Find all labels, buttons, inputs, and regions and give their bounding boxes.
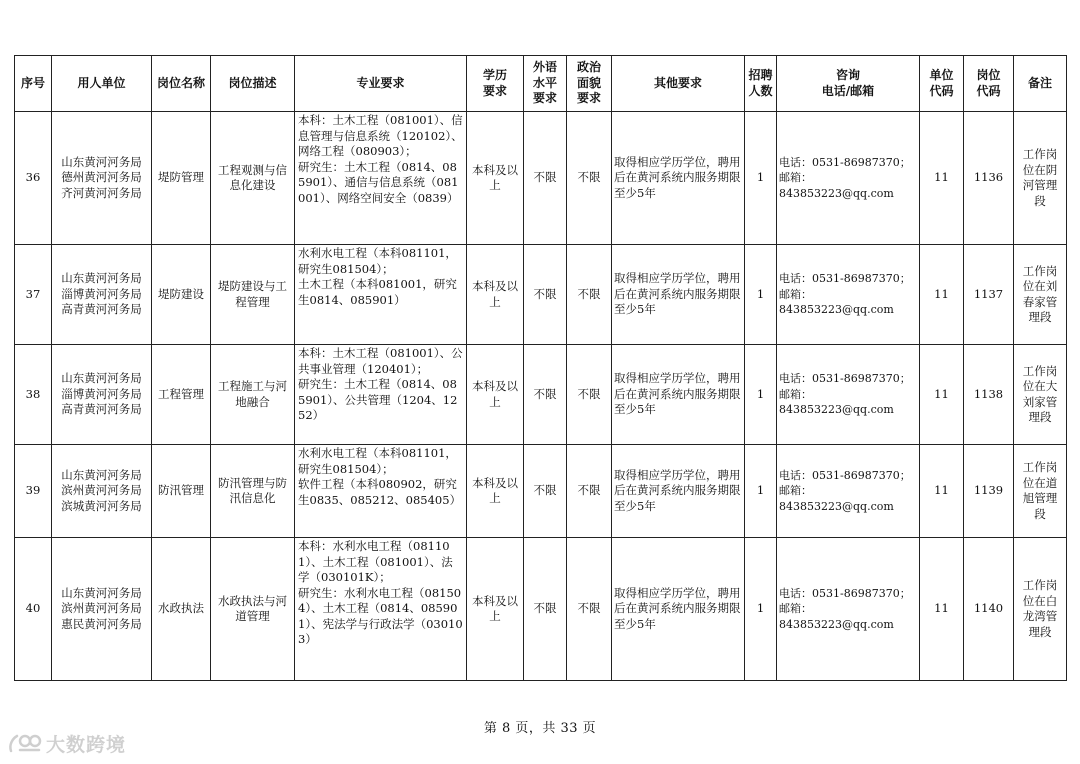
header-post-name: 岗位名称 bbox=[152, 56, 211, 112]
cell-post-desc: 堤防建设与工程管理 bbox=[211, 245, 295, 345]
cell-post-desc: 工程施工与河地融合 bbox=[211, 345, 295, 445]
cell-lang: 不限 bbox=[524, 112, 567, 245]
cell-post-desc: 工程观测与信息化建设 bbox=[211, 112, 295, 245]
cell-post-code: 1136 bbox=[964, 112, 1014, 245]
page-number: 第 8 页，共 33 页 bbox=[483, 721, 597, 736]
cell-post-name: 工程管理 bbox=[152, 345, 211, 445]
header-contact: 咨询 电话/邮箱 bbox=[777, 56, 920, 112]
header-remark: 备注 bbox=[1014, 56, 1067, 112]
cell-politics: 不限 bbox=[567, 245, 612, 345]
cell-post-code: 1137 bbox=[964, 245, 1014, 345]
cell-other: 取得相应学历学位，聘用后在黄河系统内服务期限至少5年 bbox=[612, 345, 745, 445]
cell-post-code: 1139 bbox=[964, 445, 1014, 538]
cell-edu: 本科及以上 bbox=[467, 345, 524, 445]
cell-count: 1 bbox=[745, 245, 777, 345]
cell-unit-code: 11 bbox=[920, 538, 964, 681]
table-header-row bbox=[15, 56, 1067, 112]
cell-contact: 电话：0531-86987370； 邮箱： 843853223@qq.com bbox=[777, 538, 920, 681]
header-post-code: 岗位 代码 bbox=[964, 56, 1014, 112]
header-edu: 学历 要求 bbox=[467, 56, 524, 112]
cell-count: 1 bbox=[745, 445, 777, 538]
watermark bbox=[8, 730, 126, 756]
cell-post-desc: 防汛管理与防汛信息化 bbox=[211, 445, 295, 538]
header-count: 招聘 人数 bbox=[745, 56, 777, 112]
cell-post-code: 1140 bbox=[964, 538, 1014, 681]
header-post-desc: 岗位描述 bbox=[211, 56, 295, 112]
cell-major: 本科：土木工程（081001）、公共事业管理（120401）； 研究生：土木工程（0814、085901）、公共管理（1204、1252） bbox=[295, 345, 467, 445]
cell-remark: 工作岗位在白龙湾管理段 bbox=[1014, 538, 1067, 681]
cell-other: 取得相应学历学位，聘用后在黄河系统内服务期限至少5年 bbox=[612, 112, 745, 245]
cell-contact: 电话：0531-86987370； 邮箱： 843853223@qq.com bbox=[777, 245, 920, 345]
header-seq: 序号 bbox=[15, 56, 52, 112]
cell-post-code: 1138 bbox=[964, 345, 1014, 445]
watermark-logo-icon bbox=[8, 731, 42, 755]
cell-remark: 工作岗位在道旭管理段 bbox=[1014, 445, 1067, 538]
cell-remark: 工作岗位在大刘家管理段 bbox=[1014, 345, 1067, 445]
table-row bbox=[15, 345, 1067, 445]
cell-unit: 山东黄河河务局 德州黄河河务局 齐河黄河河务局 bbox=[52, 112, 152, 245]
cell-seq: 39 bbox=[15, 445, 52, 538]
cell-edu: 本科及以上 bbox=[467, 245, 524, 345]
cell-unit: 山东黄河河务局 滨州黄河河务局 惠民黄河河务局 bbox=[52, 538, 152, 681]
cell-post-desc: 水政执法与河道管理 bbox=[211, 538, 295, 681]
header-major: 专业要求 bbox=[295, 56, 467, 112]
cell-unit-code: 11 bbox=[920, 112, 964, 245]
cell-edu: 本科及以上 bbox=[467, 538, 524, 681]
cell-contact: 电话：0531-86987370； 邮箱： 843853223@qq.com bbox=[777, 345, 920, 445]
cell-count: 1 bbox=[745, 538, 777, 681]
table-row bbox=[15, 538, 1067, 681]
cell-other: 取得相应学历学位，聘用后在黄河系统内服务期限至少5年 bbox=[612, 445, 745, 538]
cell-post-name: 防汛管理 bbox=[152, 445, 211, 538]
cell-count: 1 bbox=[745, 345, 777, 445]
cell-lang: 不限 bbox=[524, 245, 567, 345]
cell-politics: 不限 bbox=[567, 112, 612, 245]
cell-unit-code: 11 bbox=[920, 445, 964, 538]
recruitment-table bbox=[14, 55, 1067, 681]
header-lang: 外语 水平 要求 bbox=[524, 56, 567, 112]
header-unit-code: 单位 代码 bbox=[920, 56, 964, 112]
cell-edu: 本科及以上 bbox=[467, 445, 524, 538]
cell-other: 取得相应学历学位，聘用后在黄河系统内服务期限至少5年 bbox=[612, 245, 745, 345]
cell-seq: 36 bbox=[15, 112, 52, 245]
cell-remark: 工作岗位在刘春家管理段 bbox=[1014, 245, 1067, 345]
cell-politics: 不限 bbox=[567, 345, 612, 445]
header-other: 其他要求 bbox=[612, 56, 745, 112]
cell-seq: 38 bbox=[15, 345, 52, 445]
cell-remark: 工作岗位在阴河管理段 bbox=[1014, 112, 1067, 245]
cell-contact: 电话：0531-86987370； 邮箱： 843853223@qq.com bbox=[777, 112, 920, 245]
cell-major: 水利水电工程（本科081101，研究生081504）； 软件工程（本科080902，研究生0835、085212、085405） bbox=[295, 445, 467, 538]
cell-lang: 不限 bbox=[524, 445, 567, 538]
table-row bbox=[15, 245, 1067, 345]
cell-count: 1 bbox=[745, 112, 777, 245]
cell-major: 本科：土木工程（081001）、信息管理与信息系统（120102）、网络工程（080903）； 研究生：土木工程（0814、085901）、通信与信息系统（081001）、网络空间安全（0839） bbox=[295, 112, 467, 245]
cell-politics: 不限 bbox=[567, 538, 612, 681]
cell-seq: 40 bbox=[15, 538, 52, 681]
cell-other: 取得相应学历学位，聘用后在黄河系统内服务期限至少5年 bbox=[612, 538, 745, 681]
watermark-text: 大数跨境 bbox=[46, 733, 127, 756]
cell-lang: 不限 bbox=[524, 345, 567, 445]
table-row bbox=[15, 112, 1067, 245]
cell-unit-code: 11 bbox=[920, 245, 964, 345]
table-row bbox=[15, 445, 1067, 538]
header-politics: 政治 面貌 要求 bbox=[567, 56, 612, 112]
cell-post-name: 堤防建设 bbox=[152, 245, 211, 345]
cell-major: 水利水电工程（本科081101，研究生081504）； 土木工程（本科081001，研究生0814、085901） bbox=[295, 245, 467, 345]
cell-seq: 37 bbox=[15, 245, 52, 345]
cell-contact: 电话：0531-86987370； 邮箱： 843853223@qq.com bbox=[777, 445, 920, 538]
cell-major: 本科：水利水电工程（081101）、土木工程（081001）、法学（030101K）； 研究生：水利水电工程（081504）、土木工程（0814、085901）、宪法学与行政法学（030103） bbox=[295, 538, 467, 681]
cell-unit-code: 11 bbox=[920, 345, 964, 445]
cell-politics: 不限 bbox=[567, 445, 612, 538]
header-unit: 用人单位 bbox=[52, 56, 152, 112]
cell-unit: 山东黄河河务局 淄博黄河河务局 高青黄河河务局 bbox=[52, 345, 152, 445]
cell-post-name: 水政执法 bbox=[152, 538, 211, 681]
cell-post-name: 堤防管理 bbox=[152, 112, 211, 245]
cell-edu: 本科及以上 bbox=[467, 112, 524, 245]
cell-unit: 山东黄河河务局 淄博黄河河务局 高青黄河河务局 bbox=[52, 245, 152, 345]
cell-lang: 不限 bbox=[524, 538, 567, 681]
cell-unit: 山东黄河河务局 滨州黄河河务局 滨城黄河河务局 bbox=[52, 445, 152, 538]
